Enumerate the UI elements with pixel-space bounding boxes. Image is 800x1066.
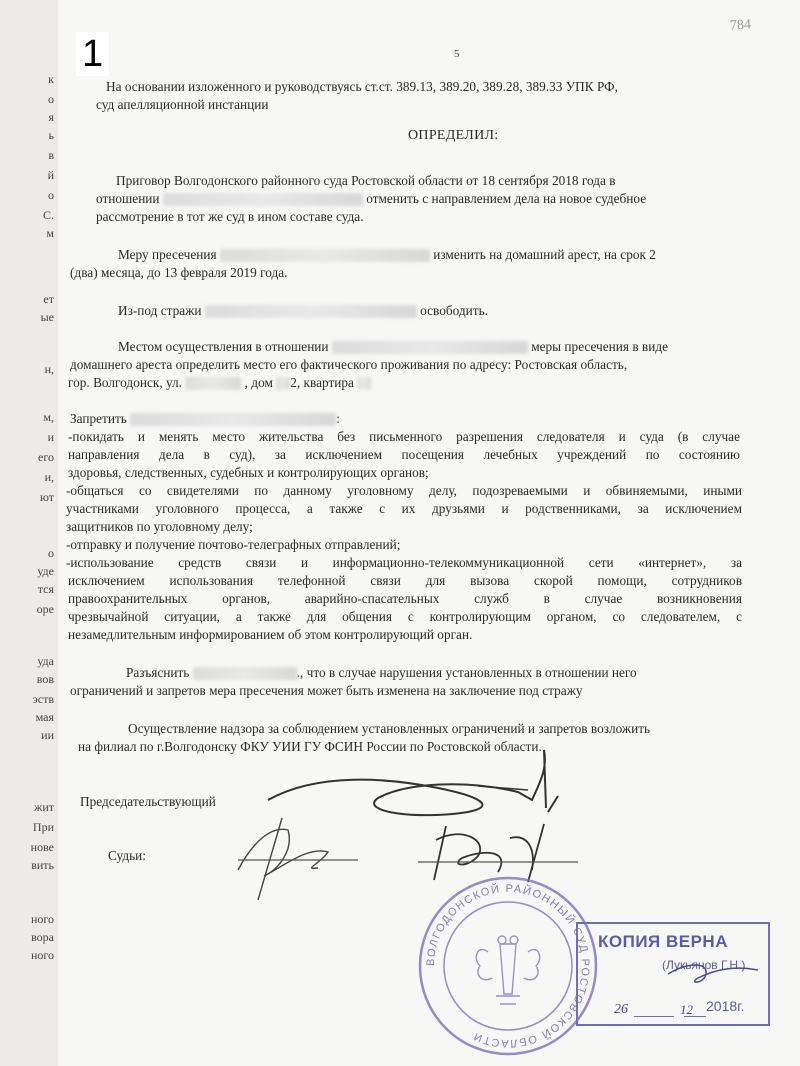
release-a: Из-под стражи — [118, 303, 202, 318]
measure-line-1-a: Меру пресечения — [118, 247, 217, 262]
edge-fragment: ного — [30, 948, 54, 962]
overlay-number: 1 — [76, 32, 109, 76]
edge-fragment: ного — [30, 912, 54, 926]
edge-fragment: и — [47, 430, 54, 444]
intro-line-2: суд апелляционной инстанции — [96, 97, 269, 112]
edge-fragment: ии — [41, 728, 54, 742]
prohibit-line-3: здоровья, следственных, судебных и контролирующих органов; — [68, 465, 429, 480]
edge-fragment: к — [48, 72, 54, 86]
judge-signature-1 — [238, 818, 328, 900]
document-page — [58, 0, 800, 1066]
edge-fragment: м, — [43, 410, 54, 424]
verdict-line-3: рассмотрение в тот же суд в ином составе суда. — [96, 209, 364, 224]
left-edge-fragments — [2, 0, 56, 1066]
svg-text:ВОЛГОДОНСКОЙ РАЙОННЫЙ СУД РОСТ — [425, 882, 591, 1049]
edge-fragment: о — [48, 188, 54, 202]
measure-line-1-b: изменить на домашний арест, на срок 2 — [433, 247, 656, 262]
edge-fragment: тся — [37, 582, 54, 596]
stamp-year: 2018г. — [706, 998, 745, 1014]
stamp-title: КОПИЯ ВЕРНА — [598, 932, 728, 951]
edge-fragment: ет — [43, 292, 54, 306]
edge-fragment: оре — [36, 602, 54, 616]
prohibit-title-text: Запретить — [70, 411, 127, 426]
prohibit-line-11: чрезвычайной ситуации, а также для общения с контролирующим органом, со следователем, с — [68, 609, 742, 624]
place-line-1-a: Местом осуществления в отношении — [118, 339, 329, 354]
edge-fragment: уде — [37, 564, 54, 578]
edge-fragment: ь — [48, 128, 54, 142]
judges-label: Судьи: — [108, 848, 146, 863]
prohibit-line-8: -использование средств связи и информационно-телекоммуникационной сети «интернет», за — [66, 555, 742, 570]
measure-line-2: (два) месяца, до 13 февраля 2019 года. — [70, 265, 288, 280]
edge-fragment: м — [46, 226, 54, 240]
edge-fragment: мая — [35, 710, 54, 724]
edge-fragment: о — [48, 546, 54, 560]
place-line-3-a: гор. Волгодонск, ул. — [68, 375, 182, 390]
stamp-day: 26 — [614, 1002, 628, 1017]
explain-line-2: ограничений и запретов мера пресечения может быть изменена на заключение под стражу — [70, 683, 583, 698]
prohibit-colon: : — [336, 411, 340, 426]
verdict-line-2-b: отменить с направлением дела на новое судебное — [366, 191, 647, 206]
explain-line-1-b: ., что в случае нарушения установленных в отношении него — [296, 665, 637, 680]
prohibit-line-2: направления дела в суд), за исключением посещения лечебных учреждений по состоянию — [68, 447, 740, 462]
stamp-month: 12 — [680, 1002, 693, 1017]
prohibit-line-6: защитников по уголовному делу; — [66, 519, 253, 534]
eagle-emblem-icon — [476, 936, 539, 1004]
place-line-2: домашнего ареста определить место его фактического проживания по адресу: Ростовская область, — [70, 357, 628, 372]
edge-fragment: уда — [37, 654, 54, 668]
prohibit-line-12: незамедлительным информированием об этом контролирующий орган. — [68, 627, 473, 642]
edge-fragment: о — [48, 92, 54, 106]
edge-fragment: ые — [40, 310, 54, 324]
explain-line-1-a: Разъяснить — [126, 665, 190, 680]
edge-fragment: эств — [32, 692, 54, 706]
edge-fragment: вора — [31, 930, 54, 944]
clerk-signature — [658, 940, 778, 1000]
prohibit-line-7: -отправку и получение почтово-телеграфных отправлений; — [66, 537, 401, 552]
release-b: освободить. — [420, 303, 488, 318]
edge-fragment: жит — [34, 800, 54, 814]
supervision-line-1: Осуществление надзора за соблюдением установленных ограничений и запретов возложить — [128, 721, 651, 736]
edge-fragment: я — [48, 110, 54, 124]
edge-fragment: вить — [31, 858, 54, 872]
prohibit-line-9: исключением использования телефонной связи для вызова скорой помощи, сотрудников — [68, 573, 742, 588]
edge-fragment: вов — [36, 672, 54, 686]
place-line-3-c: 2, квартира — [290, 375, 354, 390]
prohibit-line-10: правоохранительных органов, аварийно-спасательных служб в случае возникновения — [68, 591, 742, 606]
place-line-3-b: , дом — [244, 375, 273, 390]
edge-fragment: нове — [30, 840, 54, 854]
presiding-judge-label: Председательствующий — [80, 794, 216, 809]
prohibit-line-4: -общаться со свидетелями по данному уголовному делу, подозреваемыми и обвиняемыми, иными — [66, 483, 742, 498]
presiding-signature — [268, 750, 558, 815]
edge-fragment: С. — [42, 208, 54, 222]
archive-number: 784 — [729, 17, 752, 34]
verdict-line-2-a: отношении — [96, 191, 160, 206]
prohibit-line-5: участниками уголовного процесса, а также с их друзьями и родственниками, за исключением — [66, 501, 742, 516]
edge-fragment: ют — [39, 490, 54, 504]
court-seal — [416, 874, 600, 1058]
supervision-line-2: на филиал по г.Волгодонску ФКУ УИИ ГУ ФСИН России по Ростовской области. — [78, 739, 542, 754]
seal-text: ВОЛГОДОНСКОЙ РАЙОННЫЙ СУД РОСТОВСКОЙ ОБЛАСТИ — [424, 882, 592, 1050]
stamp-judge-name: (Лукьянов Г.Н.) — [662, 958, 746, 972]
decision-heading: ОПРЕДЕЛИЛ: — [408, 128, 499, 143]
prohibit-line-1: -покидать и менять место жительства без письменного разрешения следователя и суда (в случае — [68, 429, 740, 444]
page-number: 5 — [454, 48, 460, 60]
place-line-1-b: меры пресечения в виде — [531, 339, 668, 354]
edge-fragment: и, — [44, 470, 54, 484]
edge-fragment: При — [32, 820, 54, 834]
verdict-line-1: Приговор Волгодонского районного суда Ростовской области от 18 сентября 2018 года в — [116, 173, 616, 188]
edge-fragment: в — [48, 148, 54, 162]
edge-fragment: его — [38, 450, 54, 464]
edge-fragment: й — [47, 168, 54, 182]
intro-line-1: На основании изложенного и руководствуясь ст.ст. 389.13, 389.20, 389.28, 389.33 УПК РФ, — [106, 79, 618, 94]
edge-fragment: н, — [44, 362, 54, 376]
